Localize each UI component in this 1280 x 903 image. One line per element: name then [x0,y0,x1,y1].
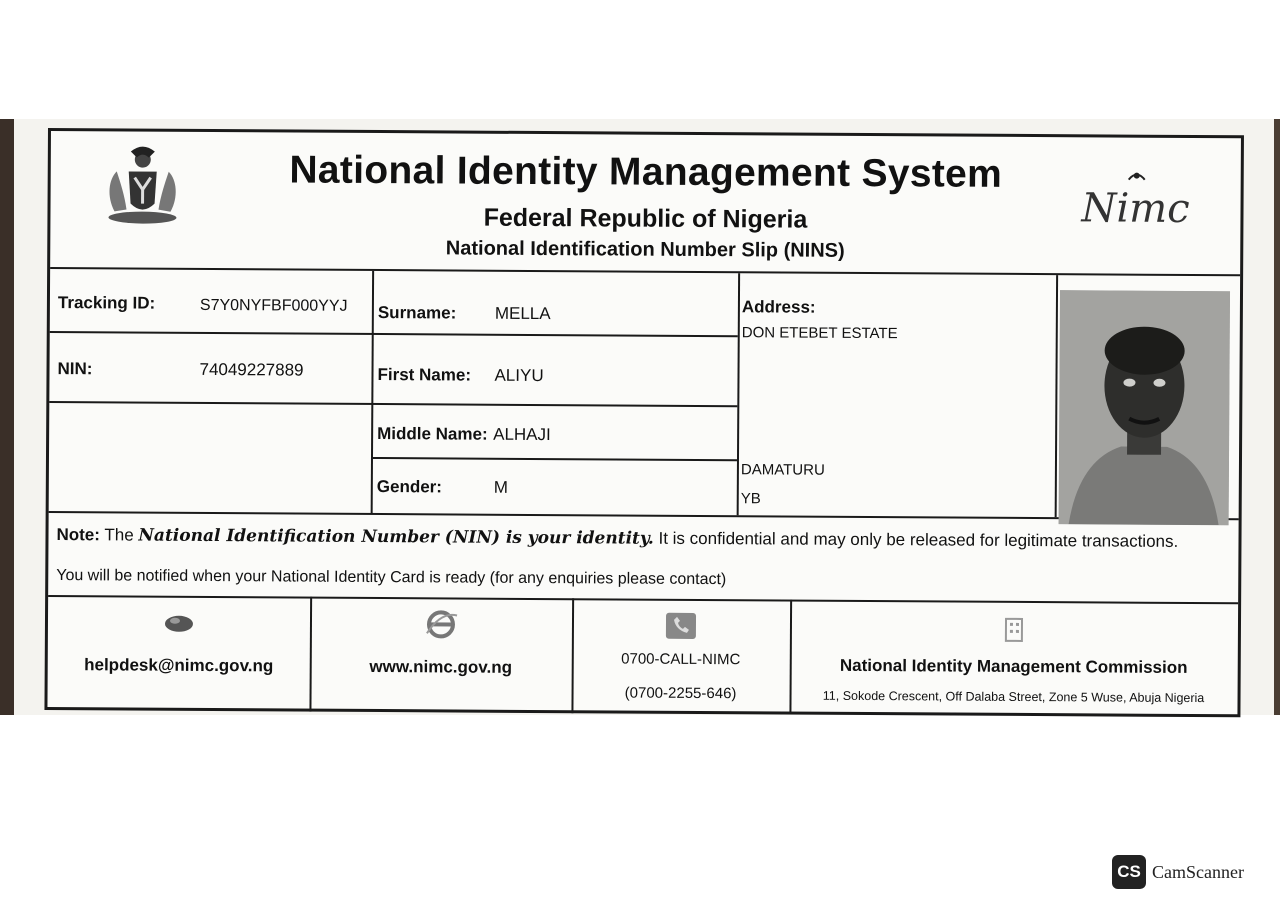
phone-number-numeric[interactable]: (0700-2255-646) [624,684,737,703]
org-address: 11, Sokode Crescent, Off Dalaba Street, Zone 5 Wuse, Abuja Nigeria [822,688,1205,706]
scan-edge-left [0,119,14,715]
tracking-id-value: S7Y0NYFBF000YYJ [199,296,348,315]
nin-value: 74049227889 [199,359,304,380]
surname-value: MELLA [494,303,551,324]
note-the: The [104,525,134,545]
page-title: National Identity Management System [289,148,1003,196]
page-subtitle: Federal Republic of Nigeria [483,203,808,234]
divider [737,273,740,515]
divider [49,401,737,407]
footer-phone-cell [571,600,790,714]
slip-header [50,131,1241,276]
building-icon [996,613,1032,643]
portrait-image [1059,290,1230,525]
footer-org-cell [789,602,1238,718]
divider [50,331,738,337]
footer-email-cell [47,597,310,712]
phone-icon [663,611,699,641]
note-rest: It is confidential and may only be released for legitimate transactions. [658,528,1179,551]
gender-label: Gender: [376,477,443,497]
first-name-label: First Name: [377,365,472,385]
nin-label: NIN: [57,359,93,379]
divider [371,457,737,461]
holder-photo [1059,290,1230,525]
internet-explorer-icon [423,609,459,639]
nin-slip [44,128,1244,717]
address-state: YB [740,490,761,508]
note-emphasis: National Identification Number (NIN) is your identity. [138,525,654,549]
nimc-logo [1080,165,1190,246]
email-link[interactable]: helpdesk@nimc.gov.ng [84,655,274,676]
footer-website-cell [309,599,572,714]
website-link[interactable]: www.nimc.gov.ng [369,656,513,677]
divider [371,271,374,513]
camscanner-label: CamScanner [1152,862,1244,882]
phone-number[interactable]: 0700-CALL-NIMC [621,650,741,669]
divider [1055,275,1058,517]
note-card-ready: You will be notified when your National Identity Card is ready [56,567,486,587]
note-prefix: Note: [56,525,101,545]
tracking-id-label: Tracking ID: [57,293,156,313]
address-label: Address: [741,297,816,317]
gender-value: M [493,477,509,497]
scan-edge-right [1274,119,1280,715]
note-enquiries: (for any enquiries please contact) [489,569,727,589]
middle-name-value: ALHAJI [493,424,551,445]
surname-label: Surname: [377,303,457,323]
slip-title: National Identification Number Slip (NINS) [445,237,845,262]
address-town: DAMATURU [740,461,825,479]
note-line-2 [56,567,726,589]
first-name-value: ALIYU [494,365,544,386]
middle-name-label: Middle Name: [377,424,488,444]
note-text [56,525,1178,552]
camscanner-logo: CS [1112,855,1146,889]
nimc-logo-text: Nimc [1081,185,1190,232]
mouse-icon [161,608,197,638]
address-line1: DON ETEBET ESTATE [741,324,898,343]
org-name: National Identity Management Commission [839,655,1188,677]
